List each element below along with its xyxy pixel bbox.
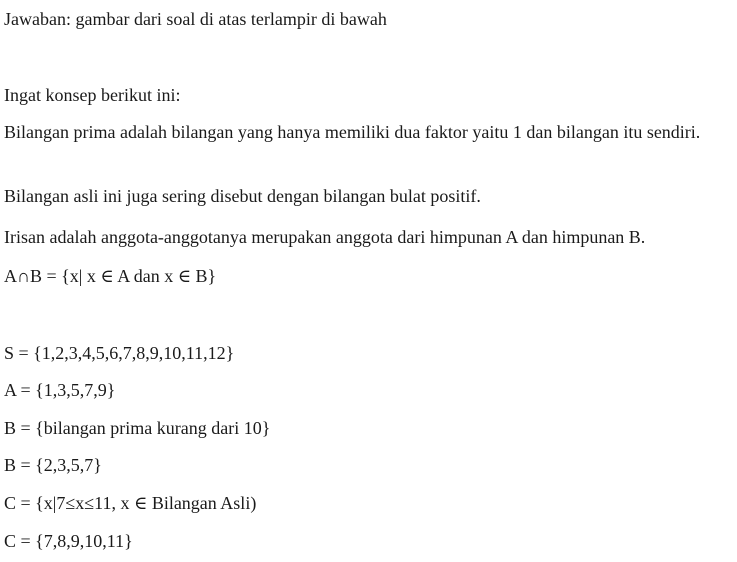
set-b-description: B = {bilangan prima kurang dari 10} [4,418,271,438]
natural-number-definition: Bilangan asli ini juga sering disebut dengan bilangan bulat positif. [4,186,481,206]
prime-definition: Bilangan prima adalah bilangan yang hanya memiliki dua faktor yaitu 1 dan bilangan itu sendiri. [4,122,701,142]
concept-heading: Ingat konsep berikut ini: [4,85,181,105]
set-a: A = {1,3,5,7,9} [4,380,116,400]
intersection-definition: Irisan adalah anggota-anggotanya merupakan anggota dari himpunan A dan himpunan B. [4,227,646,247]
set-b: B = {2,3,5,7} [4,455,102,475]
set-s: S = {1,2,3,4,5,6,7,8,9,10,11,12} [4,343,235,363]
set-c-description: C = {x|7≤x≤11, x ∈ Bilangan Asli) [4,493,257,513]
set-c: C = {7,8,9,10,11} [4,531,133,551]
answer-intro: Jawaban: gambar dari soal di atas terlampir di bawah [4,9,387,29]
intersection-formula: A∩B = {x| x ∈ A dan x ∈ B} [4,266,217,286]
